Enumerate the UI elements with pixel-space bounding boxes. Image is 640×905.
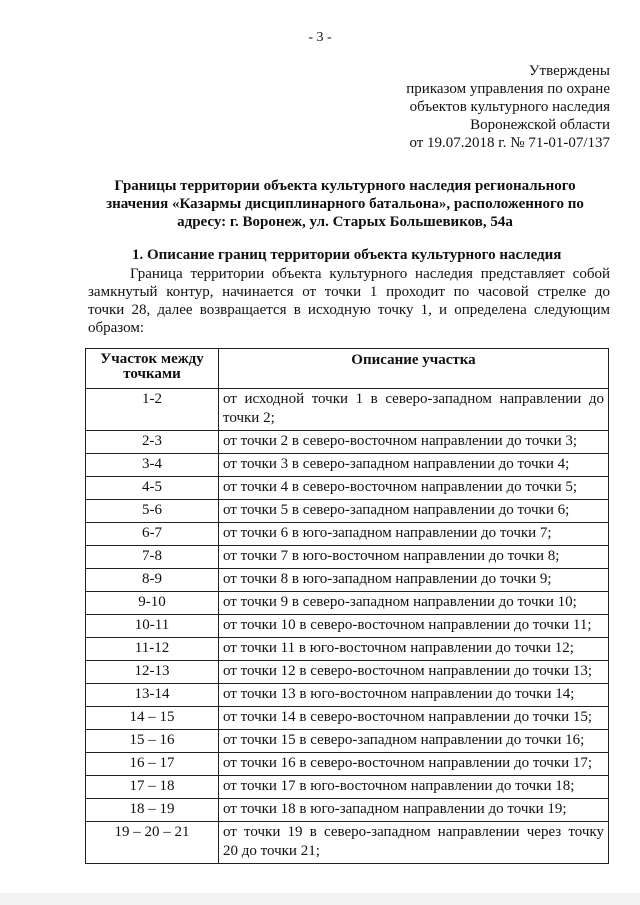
segment-description-cell [219,592,609,615]
description-line: от исходной точки 1 в северо-западном направлении до [223,391,604,407]
segment-description-cell [219,730,609,753]
segment-points-cell: 4-5 [86,477,219,500]
segment-description-cell [219,477,609,500]
segment-points-cell: 8-9 [86,569,219,592]
description-line: от точки 13 в юго-восточном направлении до точки 14; [223,686,575,702]
table-row [86,684,609,707]
description-line: от точки 3 в северо-западном направлении до точки 4; [223,456,570,472]
table-body [86,389,609,864]
table-row [86,822,609,864]
header-description: Описание участка [219,349,609,389]
table-row [86,431,609,454]
description-line: от точки 15 в северо-западном направлении до точки 16; [223,732,585,748]
segment-points-cell: 12-13 [86,661,219,684]
segment-description-cell [219,753,609,776]
table-row [86,730,609,753]
segment-points-cell: 16 – 17 [86,753,219,776]
table-row [86,454,609,477]
table-row [86,546,609,569]
segment-points-cell: 3-4 [86,454,219,477]
segment-points-cell: 6-7 [86,523,219,546]
page-bottom-edge [0,893,640,905]
intro-line: замкнутый контур, начинается от точки 1 проходит по часовой стрелке до [88,284,610,300]
segment-points-cell: 13-14 [86,684,219,707]
table-row [86,569,609,592]
description-line: от точки 4 в северо-восточном направлении до точки 5; [223,479,578,495]
description-line: точки 2; [223,410,275,426]
title-line: значения «Казармы дисциплинарного батальона», расположенного по [106,196,584,212]
description-line: от точки 11 в юго-восточном направлении до точки 12; [223,640,574,656]
segment-points-cell: 5-6 [86,500,219,523]
segment-description-cell [219,500,609,523]
segment-description-cell [219,615,609,638]
description-line: от точки 19 в северо-западном направлении через точку [223,824,604,840]
segment-description-cell [219,389,609,431]
intro-line: точки 28, далее возвращается в исходную точку 1, и определена следующим [88,302,610,318]
table-row [86,638,609,661]
description-line: 20 до точки 21; [223,843,320,859]
segment-points-cell: 15 – 16 [86,730,219,753]
segment-description-cell [219,546,609,569]
description-line: от точки 5 в северо-западном направлении до точки 6; [223,502,570,518]
segment-description-cell [219,822,609,864]
segment-description-cell [219,638,609,661]
approval-block [406,62,610,152]
approval-line: Воронежской области [470,117,610,133]
description-line: от точки 9 в северо-западном направлении до точки 10; [223,594,577,610]
page-number: - 3 - [308,30,332,45]
table-row [86,477,609,500]
approval-line: объектов культурного наследия [409,99,610,115]
segment-description-cell [219,684,609,707]
segment-points-cell: 19 – 20 – 21 [86,822,219,864]
segment-description-cell [219,569,609,592]
header-points: Участок между точками [86,349,219,389]
table-row [86,500,609,523]
table-row [86,592,609,615]
document-title [80,177,610,231]
boundary-segments-table [85,348,609,864]
segment-points-cell: 2-3 [86,431,219,454]
table-row [86,661,609,684]
description-line: от точки 12 в северо-восточном направлении до точки 13; [223,663,593,679]
approval-line: Утверждены [528,63,610,79]
description-line: от точки 14 в северо-восточном направлении до точки 15; [223,709,593,725]
segment-points-cell: 10-11 [86,615,219,638]
title-line: адресу: г. Воронеж, ул. Старых Большевиков, 54а [177,214,513,230]
segment-points-cell: 18 – 19 [86,799,219,822]
table-row [86,776,609,799]
description-line: от точки 7 в юго-восточном направлении до точки 8; [223,548,560,564]
segment-points-cell: 1-2 [86,389,219,431]
intro-paragraph [88,265,610,337]
title-line: Границы территории объекта культурного наследия регионального [114,178,576,194]
segment-description-cell [219,776,609,799]
table-row [86,799,609,822]
intro-line: образом: [88,320,145,336]
intro-line: Граница территории объекта культурного наследия представляет собой [130,266,610,282]
segment-points-cell: 14 – 15 [86,707,219,730]
approval-line: от 19.07.2018 г. № 71-01-07/137 [409,135,610,151]
segment-description-cell [219,661,609,684]
segment-description-cell [219,431,609,454]
segment-points-cell: 9-10 [86,592,219,615]
approval-line: приказом управления по охране [406,81,610,97]
table-row [86,389,609,431]
segment-description-cell [219,523,609,546]
segment-points-cell: 17 – 18 [86,776,219,799]
description-line: от точки 17 в юго-восточном направлении до точки 18; [223,778,575,794]
description-line: от точки 6 в юго-западном направлении до точки 7; [223,525,552,541]
segment-points-cell: 11-12 [86,638,219,661]
description-line: от точки 10 в северо-восточном направлении до точки 11; [223,617,592,633]
description-line: от точки 2 в северо-восточном направлении до точки 3; [223,433,578,449]
table-row [86,753,609,776]
segment-description-cell [219,799,609,822]
description-line: от точки 8 в юго-западном направлении до точки 9; [223,571,552,587]
table-header-row [86,349,609,389]
segment-description-cell [219,454,609,477]
table-row [86,523,609,546]
segment-points-cell: 7-8 [86,546,219,569]
section-heading: 1. Описание границ территории объекта культурного наследия [132,247,562,263]
description-line: от точки 18 в юго-западном направлении до точки 19; [223,801,567,817]
segment-description-cell [219,707,609,730]
table-row [86,615,609,638]
table-row [86,707,609,730]
description-line: от точки 16 в северо-восточном направлении до точки 17; [223,755,593,771]
